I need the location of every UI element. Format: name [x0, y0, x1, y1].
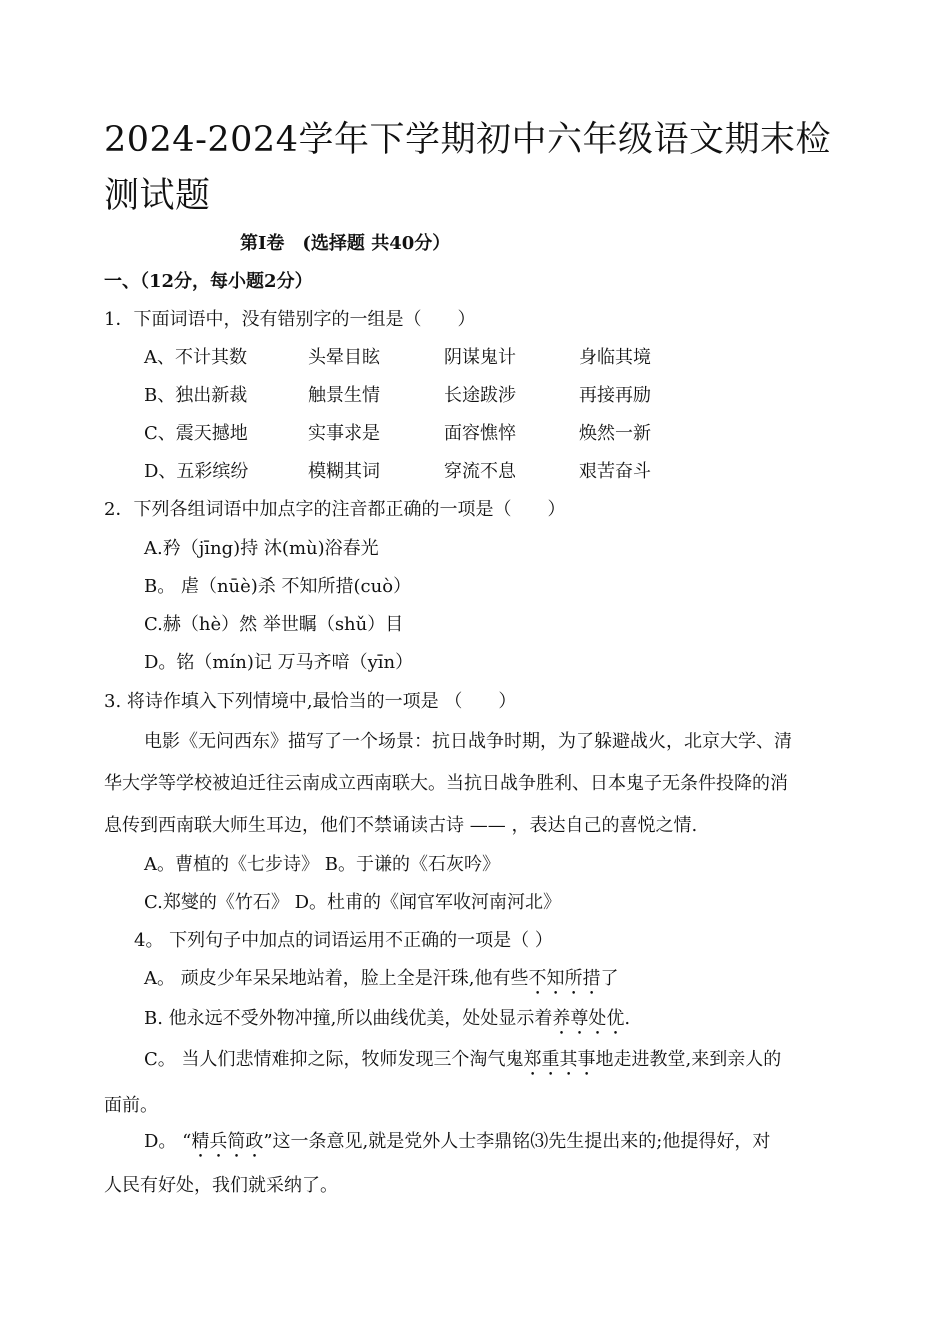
option-a-end: 了	[600, 968, 619, 989]
question-3-options-cd: C.郑燮的《竹石》 D。杜甫的《闻官军收河南河北》	[144, 892, 562, 913]
option-c-word-1: C、震天撼地	[144, 423, 248, 444]
option-a-dotted-phrase: 不知所措	[528, 968, 601, 989]
option-c-word-2: 实事求是	[308, 423, 380, 444]
option-d-dotted-phrase: 精兵简政	[191, 1131, 264, 1152]
option-b-dotted-phrase: 养尊处优	[552, 1008, 625, 1029]
option-c-word-4: 焕然一新	[579, 423, 651, 444]
question-4-option-d	[144, 1130, 770, 1162]
question-4-option-c	[144, 1048, 781, 1080]
question-2-option-d: D。铭（mín)记 万马齐喑（yīn）	[144, 652, 414, 673]
question-1-stem: 1．下面词语中，没有错别字的一组是（ ）	[104, 309, 476, 330]
question-4-option-b	[144, 1007, 630, 1039]
question-2-option-c: C.赫（hè）然 举世瞩（shǔ）目	[144, 614, 404, 635]
question-3-passage-line-3: 息传到西南联大师生耳边，他们不禁诵读古诗 —— ，表达自己的喜悦之情.	[104, 815, 698, 836]
question-4-stem: 4。 下列句子中加点的词语运用不正确的一项是（ ）	[134, 930, 553, 951]
option-b-word-2: 触景生情	[308, 385, 380, 406]
option-c-rest: 地走进教堂,来到亲人的	[595, 1049, 782, 1070]
question-2-stem: 2．下列各组词语中加点字的注音都正确的一项是（ ）	[104, 499, 566, 520]
option-d-word-4: 艰苦奋斗	[579, 461, 651, 482]
option-c-text: C。 当人们悲情难抑之际，牧师发现三个淘气鬼	[144, 1049, 524, 1070]
option-c-dotted-phrase: 郑重其事	[523, 1049, 596, 1070]
option-b-word-3: 长途跋涉	[444, 385, 516, 406]
option-c-word-3: 面容憔悴	[444, 423, 516, 444]
option-d-word-3: 穿流不息	[444, 461, 516, 482]
question-3-options-ab: A。曹植的《七步诗》 B。于谦的《石灰吟》	[144, 854, 500, 875]
option-d-rest: ”这一条意见,就是党外人士李鼎铭⑶先生提出来的;他提得好，对	[263, 1131, 771, 1152]
part-heading: 第Ⅰ卷 (选择题 共40分）	[240, 233, 451, 254]
question-2-option-a: A.矜（jīng)持 沐(mù)浴春光	[144, 538, 379, 559]
option-a-word-2: 头晕目眩	[308, 347, 380, 368]
option-d-word-2: 模糊其词	[308, 461, 380, 482]
option-b-text: B. 他永远不受外物冲撞,所以曲线优美，处处显示着	[144, 1008, 553, 1029]
option-b-word-1: B、独出新裁	[144, 385, 248, 406]
question-3-passage-line-2: 华大学等学校被迫迁往云南成立西南联大。当抗日战争胜利、日本鬼子无条件投降的消	[104, 773, 788, 794]
exam-title: 2024-2024学年下学期初中六年级语文期末检测试题	[104, 120, 831, 216]
option-d-word-1: D、五彩缤纷	[144, 461, 249, 482]
option-a-word-3: 阴谋鬼计	[444, 347, 516, 368]
question-4-option-a	[144, 967, 618, 999]
option-a-text: A。 顽皮少年呆呆地站着，脸上全是汗珠,他有些	[144, 968, 529, 989]
option-b-word-4: 再接再励	[579, 385, 651, 406]
question-3-stem: 3. 将诗作填入下列情境中,最恰当的一项是 （ ）	[104, 691, 517, 712]
option-d-text: D。 “	[144, 1131, 192, 1152]
option-a-word-1: A、不计其数	[144, 347, 247, 368]
question-4-option-c-continued: 面前。	[104, 1095, 158, 1116]
question-4-option-d-continued: 人民有好处，我们就采纳了。	[104, 1175, 338, 1196]
option-a-word-4: 身临其境	[579, 347, 651, 368]
question-2-option-b: B。 虐（nūè)杀 不知所措(cuò）	[144, 576, 412, 597]
section-heading: 一、（12分，每小题2分）	[104, 271, 313, 292]
question-3-passage-line-1: 电影《无问西东》描写了一个场景：抗日战争时期，为了躲避战火，北京大学、清	[144, 731, 792, 752]
option-b-end: .	[624, 1008, 631, 1029]
